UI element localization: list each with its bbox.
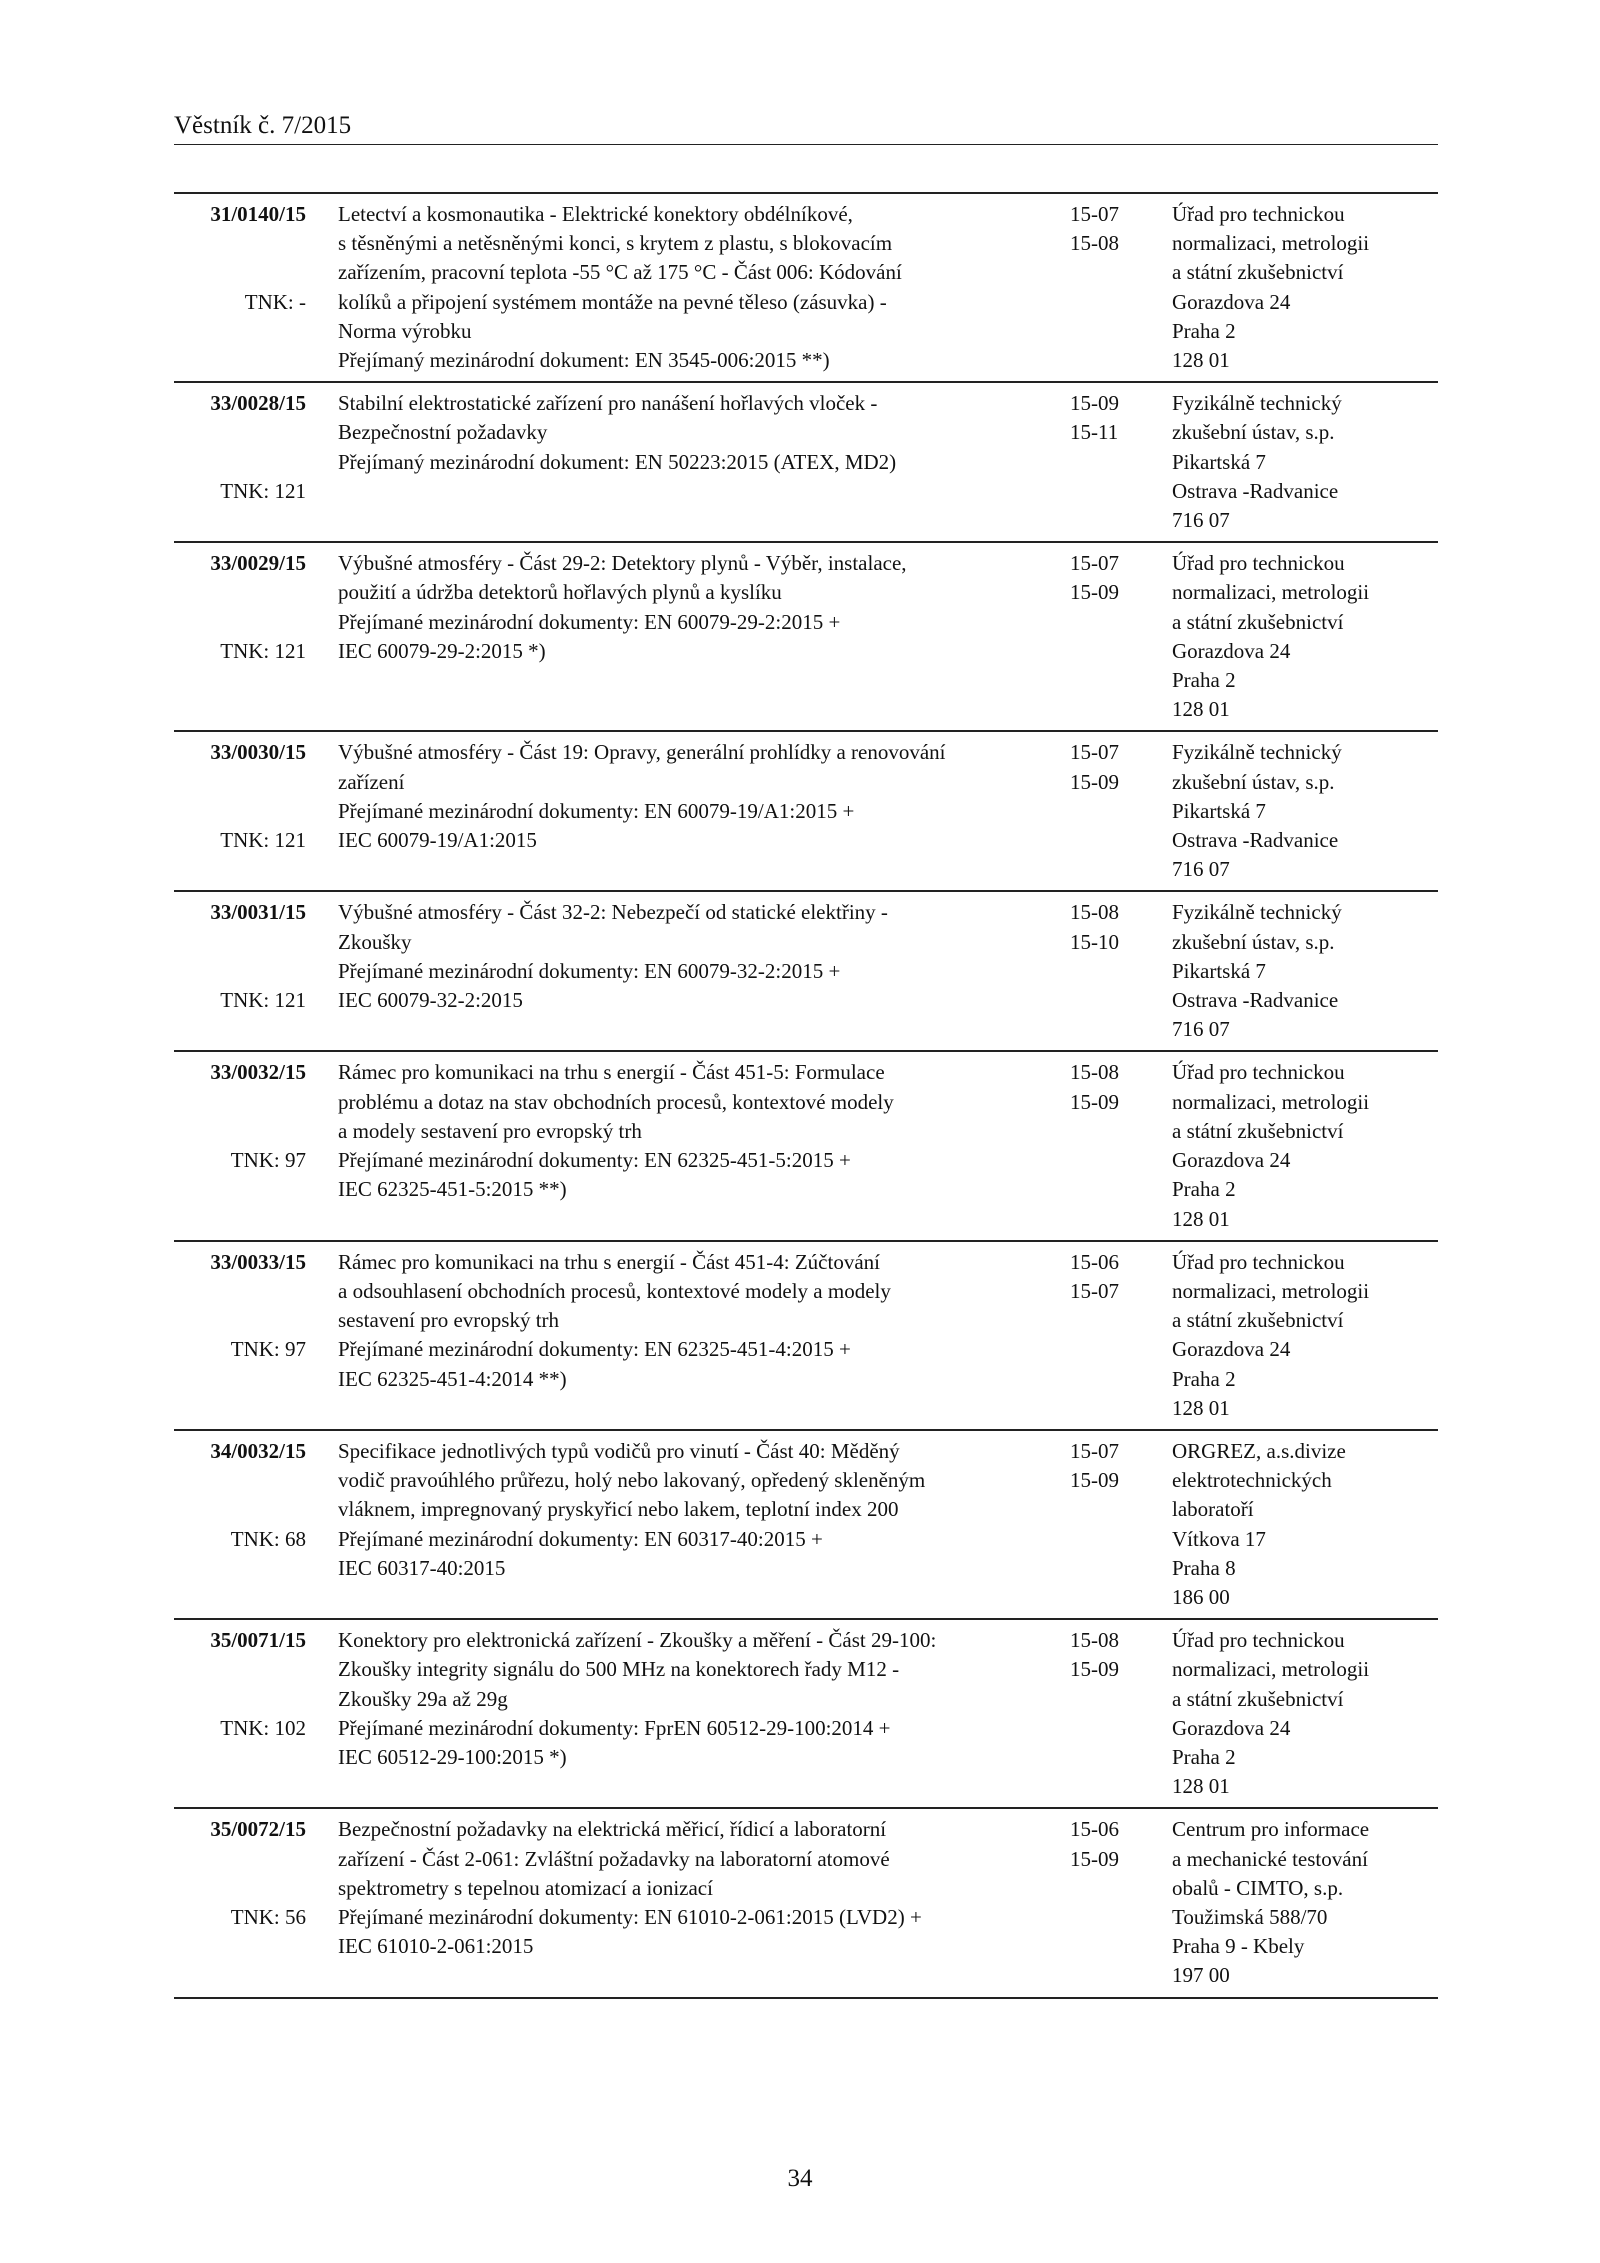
organization-line: normalizaci, metrologii <box>1172 1657 1370 1682</box>
title-line: Rámec pro komunikaci na trhu s energií - Část 451-5: Formulace <box>338 1060 885 1085</box>
organization-line: Gorazdova 24 <box>1172 638 1291 663</box>
date-code: 15-07 <box>1070 1438 1119 1463</box>
row-identifier-cell <box>174 1058 338 1233</box>
date-code: 15-09 <box>1070 1846 1119 1871</box>
date-code: 15-09 <box>1070 1089 1119 1114</box>
table-row <box>174 1052 1438 1241</box>
row-identifier-cell <box>174 738 338 884</box>
title-line: Bezpečnostní požadavky na elektrická měřicí, řídicí a laboratorní <box>338 1817 887 1842</box>
title-line: Výbušné atmosféry - Část 29-2: Detektory plynů - Výběr, instalace, <box>338 551 907 576</box>
title-line: Přejímané mezinárodní dokumenty: FprEN 60512-29-100:2014 + <box>338 1715 891 1740</box>
organization-cell <box>1172 1437 1438 1612</box>
tnk-label: TNK: 121 <box>220 638 306 663</box>
title-line: Přejímané mezinárodní dokumenty: EN 60079-29-2:2015 + <box>338 609 841 634</box>
title-line: Rámec pro komunikaci na trhu s energií - Část 451-4: Zúčtování <box>338 1249 880 1274</box>
organization-cell <box>1172 1815 1438 1990</box>
organization-line: Fyzikálně technický <box>1172 900 1342 925</box>
standard-number: 33/0032/15 <box>210 1060 306 1085</box>
organization-line: 128 01 <box>1172 1206 1230 1231</box>
organization-line: Praha 9 - Kbely <box>1172 1934 1305 1959</box>
date-codes-cell <box>1070 1248 1172 1423</box>
organization-line: Gorazdova 24 <box>1172 1337 1291 1362</box>
title-line: Přejímané mezinárodní dokumenty: EN 60079-32-2:2015 + <box>338 958 841 983</box>
title-line: kolíků a připojení systémem montáže na pevné těleso (zásuvka) - <box>338 289 887 314</box>
tnk-label: TNK: - <box>244 289 306 314</box>
organization-line: laboratoří <box>1172 1497 1254 1522</box>
title-line: IEC 60079-19/A1:2015 <box>338 828 537 853</box>
date-codes-cell <box>1070 738 1172 884</box>
title-line: IEC 60512-29-100:2015 *) <box>338 1744 567 1769</box>
organization-line: a státní zkušebnictví <box>1172 260 1344 285</box>
standard-title-cell <box>338 738 1070 884</box>
title-line: IEC 62325-451-4:2014 **) <box>338 1366 567 1391</box>
standard-number: 33/0029/15 <box>210 551 306 576</box>
organization-line: Praha 2 <box>1172 1366 1236 1391</box>
organization-line: obalů - CIMTO, s.p. <box>1172 1875 1344 1900</box>
tnk-label: TNK: 121 <box>220 478 306 503</box>
date-code: 15-08 <box>1070 231 1119 256</box>
date-code: 15-07 <box>1070 202 1119 226</box>
row-identifier-cell <box>174 200 338 375</box>
table-row <box>174 194 1438 383</box>
organization-line: Praha 2 <box>1172 668 1236 693</box>
table-row <box>174 1431 1438 1620</box>
title-line: Přejímané mezinárodní dokumenty: EN 61010-2-061:2015 (LVD2) + <box>338 1904 922 1929</box>
title-line: Přejímaný mezinárodní dokument: EN 3545-006:2015 **) <box>338 348 830 373</box>
standard-title-cell <box>338 1058 1070 1233</box>
standard-number: 33/0030/15 <box>210 740 306 765</box>
date-code: 15-09 <box>1070 580 1119 605</box>
date-codes-cell <box>1070 200 1172 375</box>
tnk-label: TNK: 68 <box>230 1526 306 1551</box>
organization-line: 716 07 <box>1172 857 1230 882</box>
organization-line: elektrotechnických <box>1172 1468 1332 1493</box>
title-line: IEC 60079-29-2:2015 *) <box>338 638 546 663</box>
organization-line: 716 07 <box>1172 508 1230 533</box>
title-line: Bezpečnostní požadavky <box>338 420 548 445</box>
organization-line: a státní zkušebnictví <box>1172 1118 1344 1143</box>
title-line: a modely sestavení pro evropský trh <box>338 1118 642 1143</box>
title-line: Zkoušky integrity signálu do 500 MHz na konektorech řady M12 - <box>338 1657 900 1682</box>
organization-line: Praha 2 <box>1172 318 1236 343</box>
title-line: Stabilní elektrostatické zařízení pro nanášení hořlavých vloček - <box>338 391 878 416</box>
date-codes-cell <box>1070 1815 1172 1990</box>
organization-line: 197 00 <box>1172 1963 1230 1988</box>
table-row <box>174 732 1438 892</box>
title-line: Přejímané mezinárodní dokumenty: EN 60079-19/A1:2015 + <box>338 798 855 823</box>
title-line: zařízení - Část 2-061: Zvláštní požadavky na laboratorní atomové <box>338 1846 890 1871</box>
page-header <box>174 111 1438 145</box>
title-line: Specifikace jednotlivých typů vodičů pro vinutí - Část 40: Měděný <box>338 1438 900 1463</box>
organization-cell <box>1172 200 1438 375</box>
table-row <box>174 383 1438 543</box>
tnk-label: TNK: 97 <box>230 1148 306 1173</box>
title-line: IEC 60317-40:2015 <box>338 1555 506 1580</box>
organization-line: Ostrava -Radvanice <box>1172 988 1339 1013</box>
date-code: 15-07 <box>1070 551 1119 576</box>
title-line: Přejímané mezinárodní dokumenty: EN 62325-451-4:2015 + <box>338 1337 851 1362</box>
organization-line: a státní zkušebnictví <box>1172 1686 1344 1711</box>
title-line: a odsouhlasení obchodních procesů, kontextové modely a modely <box>338 1278 891 1303</box>
organization-line: 128 01 <box>1172 1774 1230 1799</box>
standard-title-cell <box>338 898 1070 1044</box>
title-line: Výbušné atmosféry - Část 32-2: Nebezpečí od statické elektřiny - <box>338 900 888 925</box>
standard-title-cell <box>338 549 1070 724</box>
organization-line: Pikartská 7 <box>1172 798 1266 823</box>
organization-line: normalizaci, metrologii <box>1172 1278 1370 1303</box>
standard-number: 34/0032/15 <box>210 1438 306 1463</box>
organization-cell <box>1172 1248 1438 1423</box>
organization-line: Gorazdova 24 <box>1172 289 1291 314</box>
date-codes-cell <box>1070 1437 1172 1612</box>
title-line: problému a dotaz na stav obchodních procesů, kontextové modely <box>338 1089 894 1114</box>
organization-line: Úřad pro technickou <box>1172 1060 1345 1085</box>
organization-cell <box>1172 549 1438 724</box>
standard-title-cell <box>338 1437 1070 1612</box>
title-line: IEC 60079-32-2:2015 <box>338 988 523 1013</box>
page-number: 34 <box>787 2165 813 2192</box>
title-line: zařízení <box>338 769 405 794</box>
table-row <box>174 1242 1438 1431</box>
organization-line: Toužimská 588/70 <box>1172 1904 1328 1929</box>
date-code: 15-07 <box>1070 740 1119 765</box>
organization-line: a státní zkušebnictví <box>1172 609 1344 634</box>
tnk-label: TNK: 56 <box>230 1904 306 1929</box>
organization-line: zkušební ústav, s.p. <box>1172 929 1335 954</box>
title-line: vodič pravoúhlého průřezu, holý nebo lakovaný, opředený skleněným <box>338 1468 926 1493</box>
standard-title-cell <box>338 1815 1070 1990</box>
organization-line: 716 07 <box>1172 1017 1230 1042</box>
standard-title-cell <box>338 1626 1070 1801</box>
row-identifier-cell <box>174 1437 338 1612</box>
organization-line: normalizaci, metrologii <box>1172 231 1370 256</box>
standards-table <box>174 192 1438 1999</box>
organization-line: Pikartská 7 <box>1172 449 1266 474</box>
date-codes-cell <box>1070 1058 1172 1233</box>
organization-line: Ostrava -Radvanice <box>1172 828 1339 853</box>
organization-line: Gorazdova 24 <box>1172 1715 1291 1740</box>
standard-title-cell <box>338 200 1070 375</box>
organization-line: 186 00 <box>1172 1584 1230 1609</box>
standard-number: 35/0071/15 <box>210 1628 306 1653</box>
organization-line: 128 01 <box>1172 697 1230 722</box>
title-line: vláknem, impregnovaný pryskyřicí nebo lakem, teplotní index 200 <box>338 1497 899 1522</box>
title-line: s těsněnými a netěsněnými konci, s krytem z plastu, s blokovacím <box>338 231 893 256</box>
date-codes-cell <box>1070 898 1172 1044</box>
date-code: 15-09 <box>1070 769 1119 794</box>
tnk-label: TNK: 97 <box>230 1337 306 1362</box>
row-identifier-cell <box>174 549 338 724</box>
table-row <box>174 892 1438 1052</box>
organization-line: Praha 2 <box>1172 1744 1236 1769</box>
organization-line: zkušební ústav, s.p. <box>1172 769 1335 794</box>
title-line: Norma výrobku <box>338 318 472 343</box>
row-identifier-cell <box>174 898 338 1044</box>
tnk-label: TNK: 102 <box>220 1715 306 1740</box>
date-code: 15-11 <box>1070 420 1119 445</box>
organization-cell <box>1172 389 1438 535</box>
organization-line: Gorazdova 24 <box>1172 1148 1291 1173</box>
organization-line: Úřad pro technickou <box>1172 1628 1345 1653</box>
tnk-label: TNK: 121 <box>220 988 306 1013</box>
organization-line: a mechanické testování <box>1172 1846 1368 1871</box>
standard-number: 35/0072/15 <box>210 1817 306 1842</box>
header-title: Věstník č. 7/2015 <box>174 112 352 139</box>
organization-line: Úřad pro technickou <box>1172 1249 1345 1274</box>
row-identifier-cell <box>174 1248 338 1423</box>
date-codes-cell <box>1070 1626 1172 1801</box>
standard-number: 33/0033/15 <box>210 1249 306 1274</box>
standard-title-cell <box>338 1248 1070 1423</box>
title-line: zařízením, pracovní teplota -55 °C až 175 °C - Část 006: Kódování <box>338 260 902 285</box>
organization-line: Praha 2 <box>1172 1177 1236 1202</box>
organization-line: Praha 8 <box>1172 1555 1236 1580</box>
date-code: 15-09 <box>1070 1657 1119 1682</box>
title-line: sestavení pro evropský trh <box>338 1308 560 1333</box>
standard-number: 33/0028/15 <box>210 391 306 416</box>
organization-line: ORGREZ, a.s.divize <box>1172 1438 1346 1463</box>
row-identifier-cell <box>174 389 338 535</box>
title-line: Letectví a kosmonautika - Elektrické konektory obdélníkové, <box>338 202 853 226</box>
standard-number: 33/0031/15 <box>210 900 306 925</box>
organization-line: 128 01 <box>1172 348 1230 373</box>
date-code: 15-07 <box>1070 1278 1119 1303</box>
title-line: IEC 62325-451-5:2015 **) <box>338 1177 567 1202</box>
organization-cell <box>1172 898 1438 1044</box>
date-code: 15-08 <box>1070 900 1119 925</box>
organization-line: Fyzikálně technický <box>1172 391 1342 416</box>
organization-line: normalizaci, metrologii <box>1172 1089 1370 1114</box>
date-codes-cell <box>1070 549 1172 724</box>
date-code: 15-10 <box>1070 929 1119 954</box>
row-identifier-cell <box>174 1626 338 1801</box>
title-line: Výbušné atmosféry - Část 19: Opravy, generální prohlídky a renovování <box>338 740 946 765</box>
title-line: Konektory pro elektronická zařízení - Zkoušky a měření - Část 29-100: <box>338 1628 937 1653</box>
date-code: 15-08 <box>1070 1628 1119 1653</box>
title-line: Přejímané mezinárodní dokumenty: EN 60317-40:2015 + <box>338 1526 823 1551</box>
row-identifier-cell <box>174 1815 338 1990</box>
organization-line: Ostrava -Radvanice <box>1172 478 1339 503</box>
organization-line: 128 01 <box>1172 1395 1230 1420</box>
date-code: 15-09 <box>1070 1468 1119 1493</box>
title-line: Přejímané mezinárodní dokumenty: EN 62325-451-5:2015 + <box>338 1148 851 1173</box>
organization-line: a státní zkušebnictví <box>1172 1308 1344 1333</box>
organization-line: Centrum pro informace <box>1172 1817 1370 1842</box>
date-code: 15-08 <box>1070 1060 1119 1085</box>
date-code: 15-06 <box>1070 1249 1119 1274</box>
organization-line: Fyzikálně technický <box>1172 740 1342 765</box>
date-code: 15-06 <box>1070 1817 1119 1842</box>
table-row <box>174 1809 1438 1998</box>
organization-line: Vítkova 17 <box>1172 1526 1266 1551</box>
title-line: spektrometry s tepelnou atomizací a ionizací <box>338 1875 713 1900</box>
standard-number: 31/0140/15 <box>210 202 306 226</box>
table-row <box>174 543 1438 732</box>
tnk-label: TNK: 121 <box>220 828 306 853</box>
table-row <box>174 1620 1438 1809</box>
organization-line: Pikartská 7 <box>1172 958 1266 983</box>
standard-title-cell <box>338 389 1070 535</box>
title-line: použití a údržba detektorů hořlavých plynů a kyslíku <box>338 580 782 605</box>
organization-line: Úřad pro technickou <box>1172 551 1345 576</box>
organization-line: Úřad pro technickou <box>1172 202 1345 226</box>
date-codes-cell <box>1070 389 1172 535</box>
organization-cell <box>1172 1626 1438 1801</box>
title-line: Zkoušky <box>338 929 412 954</box>
organization-cell <box>1172 738 1438 884</box>
title-line: Zkoušky 29a až 29g <box>338 1686 508 1711</box>
date-code: 15-09 <box>1070 391 1119 416</box>
organization-cell <box>1172 1058 1438 1233</box>
title-line: Přejímaný mezinárodní dokument: EN 50223:2015 (ATEX, MD2) <box>338 449 897 474</box>
organization-line: zkušební ústav, s.p. <box>1172 420 1335 445</box>
organization-line: normalizaci, metrologii <box>1172 580 1370 605</box>
title-line: IEC 61010-2-061:2015 <box>338 1934 534 1959</box>
